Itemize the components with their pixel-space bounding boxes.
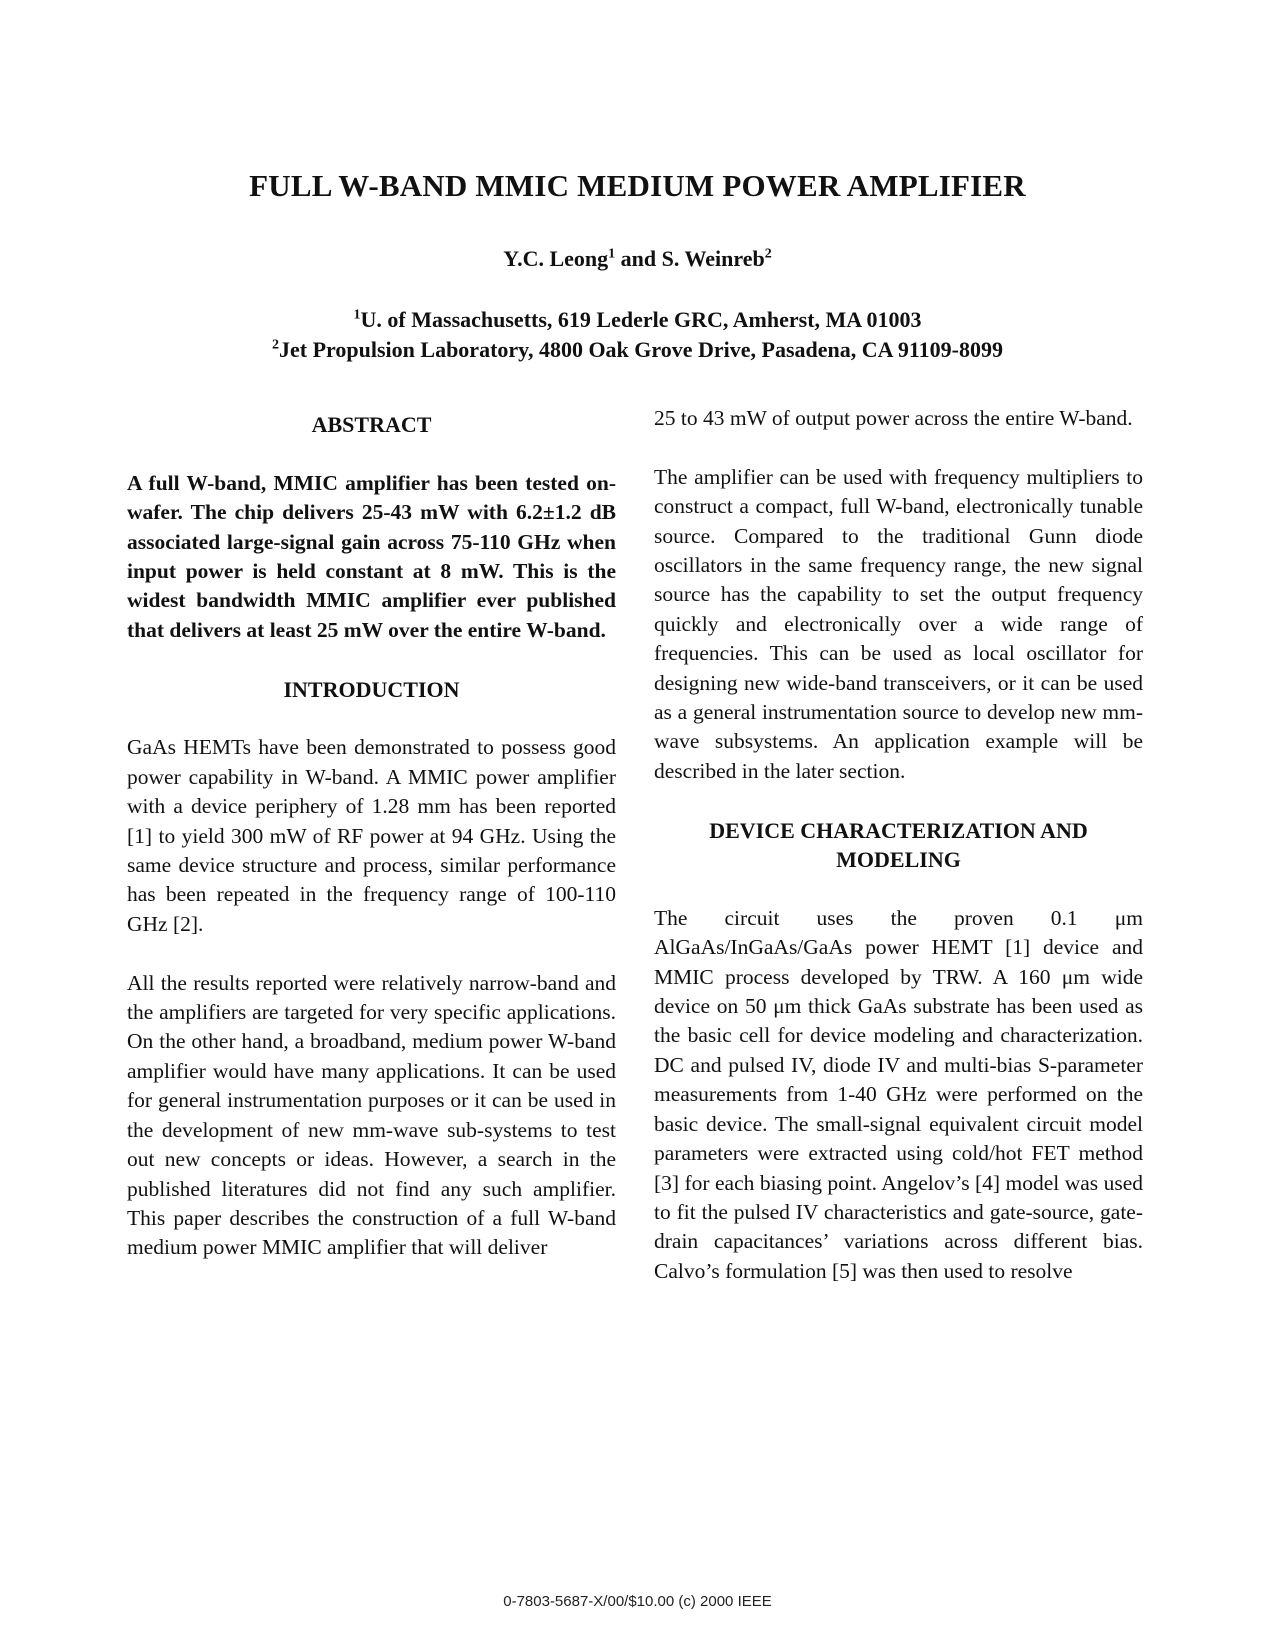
abstract-heading: ABSTRACT [311,412,432,437]
introduction-heading: INTRODUCTION [283,676,460,702]
author-1: Y.C. Leong [503,246,609,271]
affiliation-1-text: U. of Massachusetts, 619 Lederle GRC, Amherst, MA 01003 [360,307,922,332]
copyright-footer: 0-7803-5687-X/00/$10.00 (c) 2000 IEEE [503,1593,772,1610]
affiliation-1 [0,305,1275,335]
author-2: S. Weinreb [661,246,765,271]
affiliation-2 [0,335,1275,365]
author-2-affil-mark: 2 [764,246,772,262]
device-characterization-paragraph-1: The circuit uses the proven 0.1 μm AlGaAs/InGaAs/GaAs power HEMT [1] device and MMIC process developed by TRW. A 160 μm wide device on 50 μm thick GaAs substrate has been used as the basic cell for device modeling and characterization. DC and pulsed IV, diode IV and multi-bias S-parameter measurements from 1-40 GHz were performed on the basic device. The small-signal equivalent circuit model parameters were extracted using cold/hot FET method [3] for each biasing point. Angelov’s [4] model was used to fit the pulsed IV characteristics and gate-source, gate-drain capacitances’ variations across different bias. Calvo’s formulation [5] was then used to resolve [654,905,1143,1283]
affiliation-2-mark: 2 [272,337,279,353]
abstract-text: A full W-band, MMIC amplifier has been tested on-wafer. The chip delivers 25-43 mW with 6.2±1.2 dB associated large-signal gain across 75-110 GHz when input power is held constant at 8 mW. This is the widest bandwidth MMIC amplifier ever published that delivers at least 25 mW over the entire W-band. [127,470,616,642]
device-characterization-heading: DEVICE CHARACTERIZATION AND MODELING [709,817,1088,873]
author-1-affil-mark: 1 [608,246,616,262]
introduction-paragraph-1: GaAs HEMTs have been demonstrated to possess good power capability in W-band. A MMIC power amplifier with a device periphery of 1.28 mm has been reported [1] to yield 300 mW of RF power at 94 GHz. Using the same device structure and process, similar performance has been repeated in the frequency range of 100-110 GHz [2]. [127,735,616,936]
author-line [0,246,1275,272]
introduction-paragraph-3: The amplifier can be used with frequency multipliers to construct a compact, full W-band, electronically tunable source. Compared to the traditional Gunn diode oscillators in the same frequency range, the new signal source has the capability to set the output frequency quickly and electronically over a wide range of frequencies. This can be used as local oscillator for designing new wide-band transceivers, or it can be used as a general instrumentation source to develop new mm-wave subsystems. An application example will be described in the later section. [654,464,1143,783]
introduction-paragraph-2-continued: 25 to 43 mW of output power across the entire W-band. [654,406,1133,430]
author-connector: and [615,246,662,271]
left-column [127,410,616,1263]
introduction-paragraph-2: All the results reported were relatively narrow-band and the amplifiers are targeted for very specific applications. On the other hand, a broadband, medium power W-band amplifier would have many applications. It can be used for general instrumentation purposes or it can be used in the development of new mm-wave sub-systems to test out new concepts or ideas. However, a search in the published literatures did not find any such amplifier. This paper describes the construction of a full W-band medium power MMIC amplifier that will deliver [127,970,616,1260]
right-column [654,406,1143,1286]
affiliation-2-text: Jet Propulsion Laboratory, 4800 Oak Grove Drive, Pasadena, CA 91109-8099 [279,337,1003,362]
paper-title: FULL W-BAND MMIC MEDIUM POWER AMPLIFIER [249,168,1026,203]
affiliation-1-mark: 1 [353,307,361,323]
affiliations [0,305,1275,365]
